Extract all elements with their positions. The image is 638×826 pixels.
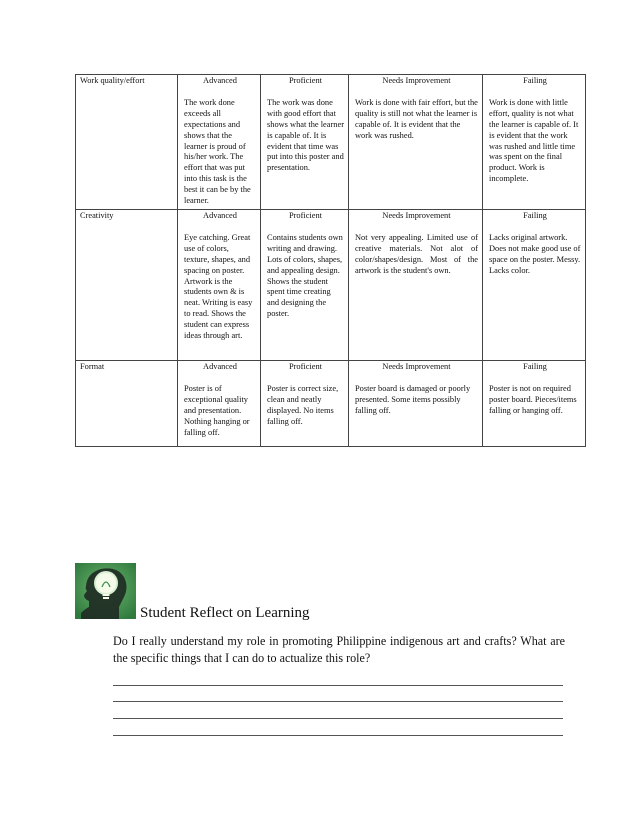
rubric-cell	[483, 209, 586, 360]
level-label: Proficient	[288, 361, 323, 371]
level-label: Failing	[523, 210, 547, 220]
answer-line[interactable]	[113, 718, 563, 719]
criterion-cell	[76, 209, 178, 360]
level-label: Needs Improvement	[382, 210, 451, 220]
level-description: Poster is correct size, clean and neatly displayed. No items falling off.	[267, 383, 339, 426]
criterion-label: Format	[80, 361, 105, 371]
head-lightbulb-graphic	[75, 563, 136, 619]
rubric-cell	[483, 75, 586, 210]
level-label: Advanced	[203, 361, 237, 371]
rubric-row-creativity	[76, 209, 586, 360]
rubric-cell	[261, 360, 349, 446]
level-description: Poster is not on required poster board. Pieces/items falling or hanging off.	[489, 383, 577, 415]
level-label: Advanced	[203, 76, 237, 85]
reflection-question: Do I really understand my role in promoting Philippine indigenous art and crafts? What are the specific things that I can do to actualize this role?	[113, 634, 565, 665]
criterion-cell	[76, 360, 178, 446]
answer-line[interactable]	[113, 735, 563, 736]
criterion-label: Creativity	[80, 210, 114, 220]
level-description: Poster is of exceptional quality and presentation. Nothing hanging or falling off.	[184, 383, 250, 437]
criterion-label: Work quality/effort	[80, 76, 145, 85]
level-description: The work done exceeds all expectations and shows that the learner is proud of his/her work. The effort that was put into this task is the best it can be by the learner.	[184, 97, 251, 206]
rubric-cell	[349, 360, 483, 446]
rubric-cell	[178, 360, 261, 446]
level-description: Contains students own writing and drawing. Lots of colors, shapes, and appealing design. Shows the student spent time creating and designing the poster.	[267, 232, 343, 319]
rubric-row-format	[76, 360, 586, 446]
rubric-cell	[178, 209, 261, 360]
head-lightbulb-icon	[75, 563, 136, 619]
level-description: Work is done with little effort, quality is not what the learner is capable of. It is evident that the work was rushed and little time was spent on the final product. Work is incomplete.	[489, 97, 579, 184]
level-description: Work is done with fair effort, but the quality is still not what the learner is capable of. It is evident that the work was rushed.	[355, 97, 478, 140]
level-description: Poster board is damaged or poorly presented. Some items possibly falling off.	[355, 383, 471, 415]
level-description: The work was done with good effort that shows what the learner is capable of. It is evident that time was put into this poster and presentation.	[267, 97, 344, 173]
level-label: Proficient	[288, 210, 323, 220]
level-label: Proficient	[288, 76, 323, 85]
rubric-cell	[261, 209, 349, 360]
rubric-table	[75, 74, 586, 447]
rubric-cell	[261, 75, 349, 210]
reflect-section-title: Student Reflect on Learning	[140, 605, 310, 621]
answer-line[interactable]	[113, 701, 563, 702]
rubric-cell	[349, 209, 483, 360]
level-label: Needs Improvement	[382, 361, 451, 371]
level-description: Lacks original artwork. Does not make good use of space on the poster. Messy. Lacks color.	[489, 232, 581, 275]
level-label: Failing	[523, 361, 547, 371]
level-description: Not very appealing. Limited use of creative materials. Not alot of color/shapes/design. Most of the artwork is the student's own.	[355, 232, 478, 275]
level-label: Needs Improvement	[382, 76, 451, 85]
answer-line[interactable]	[113, 685, 563, 686]
level-description: Eye catching. Great use of colors, texture, shapes, and spacing on poster. Artwork is the students own & is neat. Writing is easy to read. Shows the student can express ideas through art.	[184, 232, 253, 341]
rubric-cell	[349, 75, 483, 210]
rubric-cell	[483, 360, 586, 446]
rubric-cell	[178, 75, 261, 210]
level-label: Advanced	[203, 210, 237, 220]
rubric-row-work-quality	[76, 75, 586, 210]
criterion-cell	[76, 75, 178, 210]
level-label: Failing	[523, 76, 547, 85]
